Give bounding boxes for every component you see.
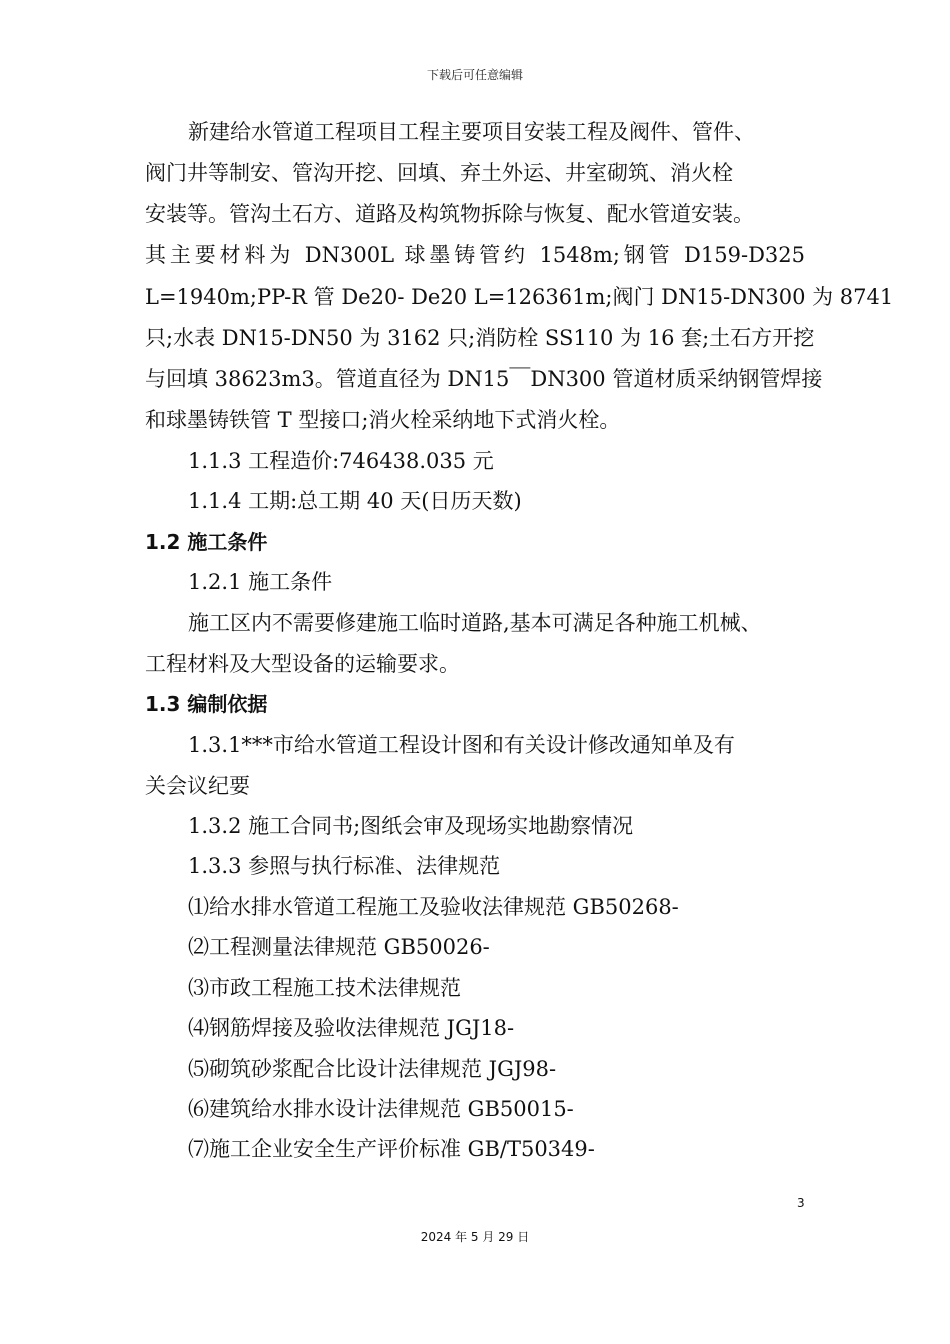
page-number: 3: [797, 1196, 805, 1210]
heading-1-3: 1.3 编制依据: [145, 692, 268, 716]
standard-item: ⑶市政工程施工技术法律规范: [188, 976, 461, 1000]
section-1-3-2: 1.3.2 施工合同书;图纸会审及现场实地勘察情况: [188, 814, 634, 838]
section-1-3-1: 1.3.1***市给水管道工程设计图和有关设计修改通知单及有: [188, 733, 735, 757]
standard-item: ⑺施工企业安全生产评价标准 GB/T50349-: [188, 1137, 595, 1161]
section-1-1-3: 1.1.3 工程造价:746438.035 元: [188, 449, 494, 473]
section-1-3-3: 1.3.3 参照与执行标准、法律规范: [188, 854, 501, 878]
section-1-2-1: 1.2.1 施工条件: [188, 570, 333, 594]
page-footer-date: 2024 年 5 月 29 日: [420, 1230, 530, 1244]
paragraph-line: 只;水表 DN15-DN50 为 3162 只;消防栓 SS110 为 16 套;土石方开挖: [145, 326, 815, 350]
paragraph-line: 阀门井等制安、管沟开挖、回填、弃土外运、井室砌筑、消火栓: [145, 161, 733, 185]
section-1-3-1-cont: 关会议纪要: [145, 774, 250, 798]
paragraph-line: 安装等。管沟土石方、道路及构筑物拆除与恢复、配水管道安装。: [145, 202, 754, 226]
heading-1-2: 1.2 施工条件: [145, 530, 268, 554]
section-1-1-4: 1.1.4 工期:总工期 40 天(日历天数): [188, 489, 522, 513]
standard-item: ⑹建筑给水排水设计法律规范 GB50015-: [188, 1097, 574, 1121]
page-header: 下载后可任意编辑: [426, 68, 523, 82]
paragraph-line: 新建给水管道工程项目工程主要项目安装工程及阀件、管件、: [188, 120, 755, 144]
paragraph-line: 和球墨铸铁管 T 型接口;消火栓采纳地下式消火栓。: [145, 408, 621, 432]
paragraph-line: 工程材料及大型设备的运输要求。: [145, 652, 460, 676]
standard-item: ⑴给水排水管道工程施工及验收法律规范 GB50268-: [188, 895, 679, 919]
paragraph-line: 施工区内不需要修建施工临时道路,基本可满足各种施工机械、: [188, 611, 762, 635]
standard-item: ⑵工程测量法律规范 GB50026-: [188, 935, 490, 959]
standard-item: ⑷钢筋焊接及验收法律规范 JGJ18-: [188, 1016, 515, 1040]
standard-item: ⑸砌筑砂浆配合比设计法律规范 JGJ98-: [188, 1057, 557, 1081]
paragraph-line: L=1940m;PP-R 管 De20- De20 L=126361m;阀门 DN15-DN300 为 8741: [145, 285, 894, 309]
paragraph-line: 与回填 38623m3。管道直径为 DN15￣DN300 管道材质采纳钢管焊接: [145, 367, 823, 391]
paragraph-line: 其主要材料为 DN300L 球墨铸管约 1548m;钢管 D159-D325: [145, 243, 805, 267]
